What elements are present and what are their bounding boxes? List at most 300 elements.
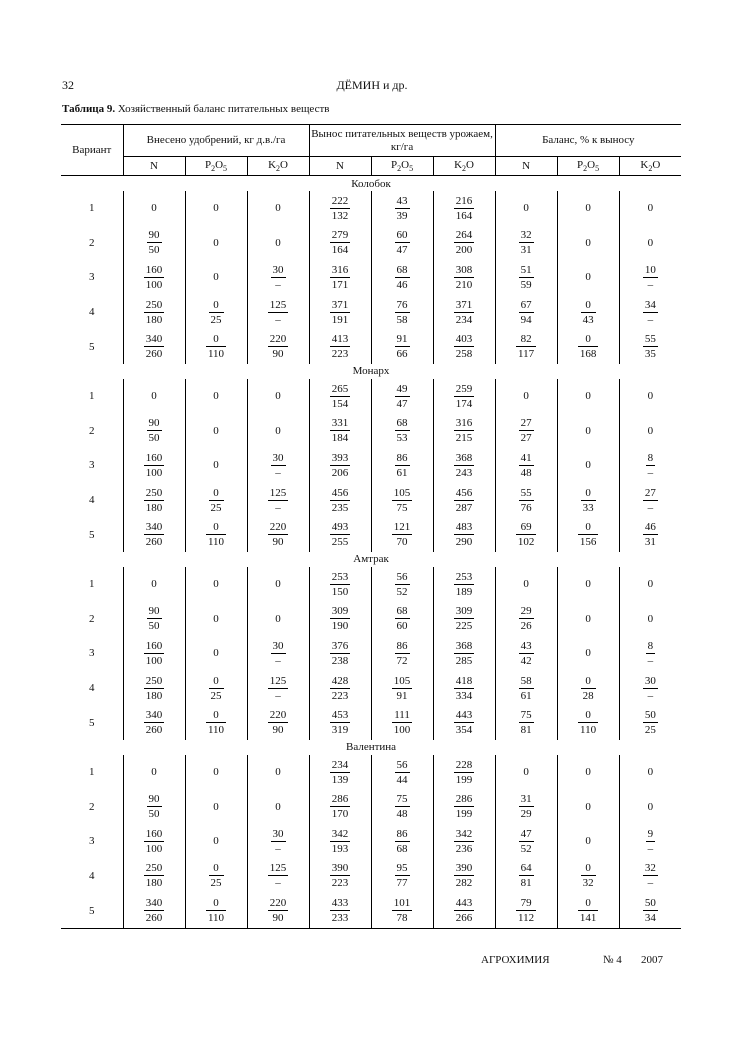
value-cell	[433, 260, 495, 295]
fraction-denominator: 61	[520, 689, 532, 702]
value-cell	[371, 260, 433, 295]
fraction-denominator: 94	[520, 313, 532, 326]
fraction	[330, 333, 351, 360]
fraction-numerator: 30	[272, 827, 284, 840]
table-row	[61, 329, 681, 364]
fraction-denominator: 180	[145, 877, 163, 890]
fraction	[209, 675, 224, 702]
value-cell	[123, 636, 185, 671]
fraction-numerator: 0	[578, 897, 599, 911]
value-cell: 0	[185, 602, 247, 637]
fraction	[454, 605, 475, 632]
fraction-denominator: 225	[455, 620, 473, 633]
fraction-denominator: 110	[207, 348, 225, 361]
fraction-numerator: 253	[455, 570, 473, 583]
fraction	[268, 333, 289, 360]
fraction-denominator: 235	[331, 501, 349, 514]
variant-cell: 2	[89, 236, 95, 249]
fraction-numerator: 30	[644, 674, 656, 687]
variant-cell: 1	[89, 766, 95, 779]
fraction	[147, 229, 162, 256]
fraction-denominator: 44	[396, 773, 408, 786]
value-cell	[495, 790, 557, 825]
fraction-denominator: –	[647, 501, 654, 514]
fraction	[581, 862, 596, 889]
fraction-denominator: 81	[520, 724, 532, 737]
fraction	[643, 897, 658, 924]
fraction	[330, 229, 351, 256]
fraction	[268, 521, 289, 548]
fraction-numerator: 30	[272, 263, 284, 276]
value-cell	[123, 517, 185, 552]
value-cell	[185, 671, 247, 706]
fraction	[395, 828, 410, 855]
value-cell	[247, 448, 309, 483]
fraction-numerator: 86	[396, 639, 408, 652]
fraction-denominator: 117	[518, 348, 535, 361]
value-cell	[557, 295, 619, 330]
value-cell	[371, 705, 433, 740]
fraction-denominator: 282	[455, 877, 473, 890]
value-cell	[433, 671, 495, 706]
fraction	[395, 264, 410, 291]
fraction-denominator: 210	[455, 278, 473, 291]
value-cell	[433, 755, 495, 790]
value-cell	[371, 483, 433, 518]
value-cell	[433, 414, 495, 449]
fraction-denominator: 31	[520, 244, 532, 257]
fraction-denominator: 58	[396, 313, 408, 326]
fraction-numerator: 368	[455, 639, 473, 652]
table-row	[61, 755, 681, 790]
fraction	[395, 333, 410, 360]
fraction-denominator: 60	[396, 620, 408, 633]
value-cell	[371, 414, 433, 449]
fraction	[454, 229, 475, 256]
fraction-numerator: 125	[269, 674, 287, 687]
value-cell	[123, 790, 185, 825]
value-cell	[495, 226, 557, 261]
value-cell: 0	[619, 191, 681, 226]
value-cell: 0	[557, 448, 619, 483]
value-cell	[433, 379, 495, 414]
fraction	[519, 640, 534, 667]
fraction	[454, 333, 475, 360]
value-cell	[619, 671, 681, 706]
group-name: Колобок	[351, 177, 391, 190]
fraction-numerator: 250	[145, 486, 163, 499]
fraction-denominator: 47	[396, 244, 408, 257]
fraction-numerator: 493	[331, 521, 349, 534]
fraction-numerator: 309	[331, 605, 349, 618]
subheader-cell: $K_2O$	[619, 157, 681, 176]
group-header-row	[61, 552, 681, 567]
value-cell	[433, 448, 495, 483]
fraction-numerator: 34	[644, 298, 656, 311]
fraction-numerator: 125	[269, 298, 287, 311]
variant-cell: 4	[89, 682, 95, 695]
value-cell	[433, 859, 495, 894]
value-cell	[123, 414, 185, 449]
fraction-denominator: 66	[396, 348, 408, 361]
fraction	[454, 793, 475, 820]
fraction-denominator: 164	[455, 209, 473, 222]
fraction	[144, 675, 165, 702]
value-cell	[309, 671, 371, 706]
fraction-denominator: 156	[579, 536, 597, 549]
value-cell	[247, 893, 309, 928]
variant-cell: 5	[89, 528, 95, 541]
fraction-denominator: –	[275, 689, 281, 702]
fraction	[268, 897, 289, 924]
fraction-numerator: 50	[644, 897, 656, 910]
table-row	[61, 790, 681, 825]
value-cell	[619, 893, 681, 928]
variant-cell: 5	[61, 893, 123, 928]
fraction	[578, 709, 598, 736]
fraction-denominator: 50	[148, 808, 160, 821]
fraction	[268, 709, 289, 736]
value-cell	[495, 671, 557, 706]
fraction	[144, 640, 165, 667]
fraction-numerator: 403	[455, 333, 473, 346]
fraction-numerator: 456	[455, 486, 473, 499]
fraction-denominator: 28	[582, 689, 594, 702]
fraction-numerator: 222	[331, 194, 349, 207]
fraction-denominator: –	[647, 842, 654, 855]
fraction-denominator: 319	[331, 724, 349, 737]
fraction-numerator: 0	[209, 487, 224, 501]
fraction-numerator: 55	[520, 486, 532, 499]
table-row	[61, 260, 681, 295]
fraction	[144, 897, 165, 924]
fraction-numerator: 483	[455, 521, 473, 534]
table-row	[61, 893, 681, 928]
value-cell	[185, 295, 247, 330]
value-cell	[247, 329, 309, 364]
fraction	[392, 897, 413, 924]
fraction-numerator: 60	[396, 229, 408, 242]
fraction-denominator: 189	[455, 585, 473, 598]
value-cell: 0	[247, 790, 309, 825]
fraction-denominator: –	[647, 278, 654, 291]
value-cell	[123, 329, 185, 364]
fraction-numerator: 68	[396, 417, 408, 430]
value-cell	[123, 602, 185, 637]
fraction-denominator: 25	[210, 313, 222, 326]
value-cell	[309, 379, 371, 414]
value-cell: 0	[557, 226, 619, 261]
value-cell: 0	[185, 790, 247, 825]
fraction	[454, 897, 475, 924]
fraction-numerator: 55	[644, 333, 656, 346]
fraction-numerator: 90	[148, 793, 160, 806]
table-row	[61, 295, 681, 330]
fraction	[395, 759, 410, 786]
value-cell: 0	[247, 414, 309, 449]
value-cell	[495, 602, 557, 637]
fraction	[206, 333, 226, 360]
fraction-denominator: 90	[272, 724, 284, 737]
fraction-denominator: 139	[331, 773, 349, 786]
fraction-numerator: 0	[206, 333, 226, 347]
fraction-numerator: 0	[206, 897, 226, 911]
value-cell: 0	[247, 567, 309, 602]
fraction-numerator: 220	[269, 333, 287, 346]
fraction-numerator: 331	[331, 417, 349, 430]
variant-cell: 3	[89, 459, 95, 472]
fraction-denominator: 285	[455, 654, 473, 667]
value-cell	[309, 191, 371, 226]
fraction-denominator: 334	[455, 689, 473, 702]
fraction-numerator: 250	[145, 674, 163, 687]
fraction-numerator: 95	[396, 862, 408, 875]
fraction-denominator: 33	[582, 501, 594, 514]
group-name: Амтрак	[353, 553, 389, 566]
footer-journal: АГРОХИМИЯ	[481, 954, 550, 966]
fraction-numerator: 90	[148, 605, 160, 618]
fraction-numerator: 50	[644, 709, 656, 722]
value-cell: 0	[185, 824, 247, 859]
fraction	[581, 675, 596, 702]
fraction-denominator: 32	[582, 877, 594, 890]
fraction-numerator: 340	[145, 897, 163, 910]
fraction-denominator: 100	[393, 724, 411, 737]
fraction-denominator: 42	[520, 654, 532, 667]
value-cell	[247, 517, 309, 552]
fraction-numerator: 393	[331, 451, 349, 464]
fraction-denominator: 215	[455, 432, 473, 445]
table-row	[61, 859, 681, 894]
fraction-denominator: 100	[145, 466, 163, 479]
value-cell: 0	[247, 755, 309, 790]
fraction-denominator: 110	[207, 724, 225, 737]
value-cell: 0	[495, 567, 557, 602]
value-cell	[619, 636, 681, 671]
fraction	[330, 264, 351, 291]
fraction	[454, 709, 475, 736]
table-caption	[62, 103, 329, 115]
fraction-denominator: 25	[644, 724, 656, 737]
fraction-denominator: 90	[272, 348, 284, 361]
value-cell	[557, 893, 619, 928]
fraction-denominator: 180	[145, 689, 163, 702]
fraction	[643, 862, 658, 889]
fraction	[519, 452, 534, 479]
fraction-denominator: 260	[145, 912, 163, 925]
fraction-denominator: 164	[331, 244, 349, 257]
fraction	[392, 487, 413, 514]
fraction-denominator: 200	[455, 244, 473, 257]
fraction	[643, 709, 658, 736]
value-cell: 0	[557, 379, 619, 414]
fraction-numerator: 286	[455, 793, 473, 806]
header-applied: Внесено удобрений, кг д.в./га	[123, 125, 309, 157]
value-cell	[433, 226, 495, 261]
fraction	[330, 452, 351, 479]
value-cell	[123, 483, 185, 518]
table-row	[61, 448, 681, 483]
fraction-denominator: 260	[145, 536, 163, 549]
value-cell: 0	[495, 755, 557, 790]
value-cell	[433, 329, 495, 364]
fraction	[144, 264, 165, 291]
fraction-numerator: 41	[520, 451, 532, 464]
value-cell	[123, 260, 185, 295]
fraction-denominator: –	[647, 313, 654, 326]
fraction	[395, 417, 410, 444]
fraction	[646, 640, 656, 667]
fraction-denominator: 266	[455, 912, 473, 925]
group-header-row	[61, 176, 681, 192]
value-cell: 0	[185, 636, 247, 671]
fraction	[206, 521, 226, 548]
table-row	[61, 226, 681, 261]
value-cell: 0	[247, 226, 309, 261]
value-cell: 0	[557, 414, 619, 449]
fraction	[330, 709, 351, 736]
fraction-denominator: –	[275, 654, 281, 667]
fraction	[516, 521, 537, 548]
fraction-numerator: 86	[396, 451, 408, 464]
fraction-numerator: 68	[396, 605, 408, 618]
fraction-denominator: 180	[145, 313, 163, 326]
fraction-numerator: 32	[644, 862, 656, 875]
fraction-numerator: 160	[145, 263, 163, 276]
fraction-numerator: 67	[520, 298, 532, 311]
header-variant: Вариант	[61, 125, 123, 176]
fraction-numerator: 371	[455, 298, 473, 311]
fraction	[271, 452, 286, 479]
fraction-numerator: 216	[455, 194, 473, 207]
value-cell	[247, 260, 309, 295]
fraction-denominator: 238	[331, 654, 349, 667]
fraction-numerator: 340	[145, 333, 163, 346]
fraction-numerator: 49	[396, 382, 408, 395]
fraction-denominator: –	[275, 501, 281, 514]
fraction-numerator: 456	[331, 486, 349, 499]
value-cell	[185, 483, 247, 518]
fraction	[147, 793, 162, 820]
fraction-denominator: 354	[455, 724, 473, 737]
fraction-denominator: 53	[396, 432, 408, 445]
fraction	[454, 640, 475, 667]
fraction-denominator: 110	[207, 536, 225, 549]
fraction	[643, 333, 658, 360]
fraction-numerator: 259	[455, 382, 473, 395]
value-cell	[309, 414, 371, 449]
fraction	[578, 333, 599, 360]
fraction	[330, 299, 351, 326]
value-cell: 0	[247, 602, 309, 637]
fraction-denominator: 290	[455, 536, 473, 549]
value-cell	[371, 226, 433, 261]
fraction-denominator: 170	[331, 808, 349, 821]
fraction	[206, 709, 226, 736]
value-cell	[619, 448, 681, 483]
value-cell	[371, 295, 433, 330]
fraction-denominator: 184	[331, 432, 349, 445]
value-cell: 0	[619, 414, 681, 449]
fraction	[330, 640, 351, 667]
fraction-numerator: 0	[206, 521, 226, 535]
fraction	[330, 195, 351, 222]
fraction-numerator: 0	[581, 487, 596, 501]
fraction	[147, 605, 162, 632]
fraction	[519, 229, 534, 256]
fraction-denominator: 199	[455, 808, 473, 821]
value-cell: 0	[185, 448, 247, 483]
value-cell	[371, 790, 433, 825]
fraction-numerator: 316	[331, 263, 349, 276]
fraction-numerator: 9	[647, 827, 654, 840]
fraction-numerator: 105	[393, 486, 411, 499]
fraction-numerator: 75	[396, 793, 408, 806]
value-cell	[433, 636, 495, 671]
value-cell	[495, 859, 557, 894]
fraction	[395, 640, 410, 667]
fraction-denominator: 110	[580, 724, 597, 737]
fraction	[646, 828, 656, 855]
value-cell	[619, 824, 681, 859]
fraction	[268, 299, 289, 326]
value-cell	[557, 671, 619, 706]
fraction	[519, 862, 534, 889]
value-cell	[495, 893, 557, 928]
fraction	[578, 897, 599, 924]
value-cell	[309, 790, 371, 825]
fraction-numerator: 58	[520, 674, 532, 687]
fraction-denominator: 61	[396, 466, 408, 479]
fraction-numerator: 160	[145, 827, 163, 840]
fraction-numerator: 340	[145, 521, 163, 534]
fraction	[330, 417, 351, 444]
fraction-numerator: 371	[331, 298, 349, 311]
fraction-numerator: 30	[272, 451, 284, 464]
fraction	[519, 264, 534, 291]
value-cell	[433, 295, 495, 330]
fraction	[144, 828, 165, 855]
fraction-denominator: 72	[396, 654, 408, 667]
fraction-numerator: 125	[269, 862, 287, 875]
value-cell	[185, 517, 247, 552]
fraction	[643, 299, 658, 326]
fraction-numerator: 0	[578, 709, 598, 723]
value-cell: 0	[619, 379, 681, 414]
value-cell: 0	[185, 226, 247, 261]
fraction-denominator: 76	[520, 501, 532, 514]
value-cell: 0	[123, 755, 185, 790]
fraction	[454, 571, 475, 598]
fraction-denominator: 193	[331, 842, 349, 855]
fraction-numerator: 82	[516, 333, 536, 347]
fraction	[330, 897, 351, 924]
value-cell	[557, 517, 619, 552]
fraction	[144, 521, 165, 548]
fraction-denominator: 110	[207, 912, 225, 925]
fraction	[271, 640, 286, 667]
fraction-denominator: 168	[579, 348, 597, 361]
fraction-numerator: 76	[396, 298, 408, 311]
fraction	[519, 605, 534, 632]
table-row	[61, 517, 681, 552]
value-cell	[123, 893, 185, 928]
value-cell	[309, 705, 371, 740]
fraction	[454, 417, 475, 444]
fraction	[209, 299, 224, 326]
fraction	[330, 383, 351, 410]
fraction-numerator: 101	[393, 897, 411, 910]
